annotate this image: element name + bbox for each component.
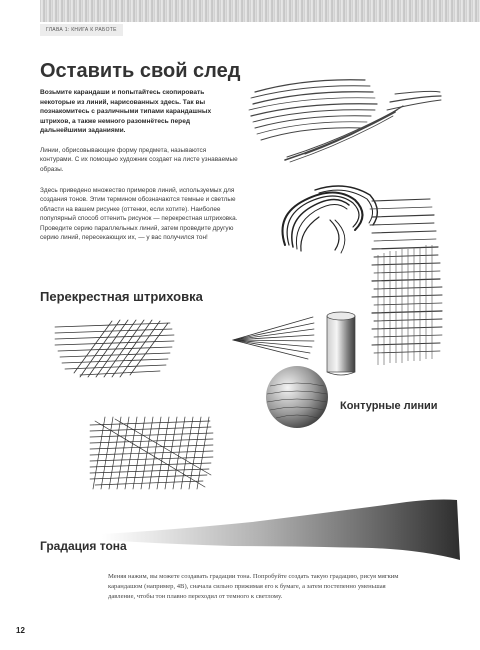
- sphere-illustration: [262, 362, 332, 432]
- hair-curl-illustration: [275, 175, 385, 260]
- chapter-label: ГЛАВА 1: КНИГА К РАБОТЕ: [40, 24, 123, 36]
- gradient-heading: Градация тона: [40, 539, 127, 553]
- cross-hatching-heading: Перекрестная штриховка: [40, 289, 203, 304]
- gradient-paragraph: Меняя нажим, вы можете создавать градации тона. Попробуйте создать такую градацию, рисуя мягким карандашом (например, 4B), сначала сильно прижимая его к бумаге, а затем постепенно уменьшая давление, чтобы тон плавно переходил от темного к светлому.: [108, 573, 399, 600]
- page-number: 12: [16, 626, 25, 635]
- cross-hatching-patch-lower: [85, 415, 220, 495]
- intro-paragraph: Возьмите карандаши и попытайтесь скопировать некоторые из линий, нарисованных здесь. Так вы познакомитесь с различными типами карандашных штрихов, а также немного разомнётесь перед дальнейшими заданиями.: [40, 89, 212, 135]
- page-title: Оставить свой след: [40, 60, 241, 82]
- cross-hatching-patch-upper: [50, 315, 180, 385]
- radiating-lines-illustration: [228, 315, 318, 360]
- top-decorative-band: [40, 0, 480, 22]
- tone-paragraph: Здесь приведено множество примеров линий, используемых для создания тонов. Этим термином обозначаются темные и светлые области на вашем рисунке (оттенки, если хотите). Наиболее популярный способ оттенить рисунок — перекрестная штриховка. Проведите серию параллельных линий, затем проведите другую серию линий, пересекающих их, — у вас получился тон!: [40, 187, 238, 242]
- contour-paragraph: Линии, обрисовывающие форму предмета, называются контурами. С их помощью художник создает на листе узнаваемые образы.: [40, 147, 238, 173]
- contour-lines-heading: Контурные линии: [340, 400, 438, 412]
- horizontal-strokes-column: [370, 195, 450, 370]
- tone-gradient-band: [92, 490, 464, 568]
- curved-strokes-illustration: [245, 72, 445, 167]
